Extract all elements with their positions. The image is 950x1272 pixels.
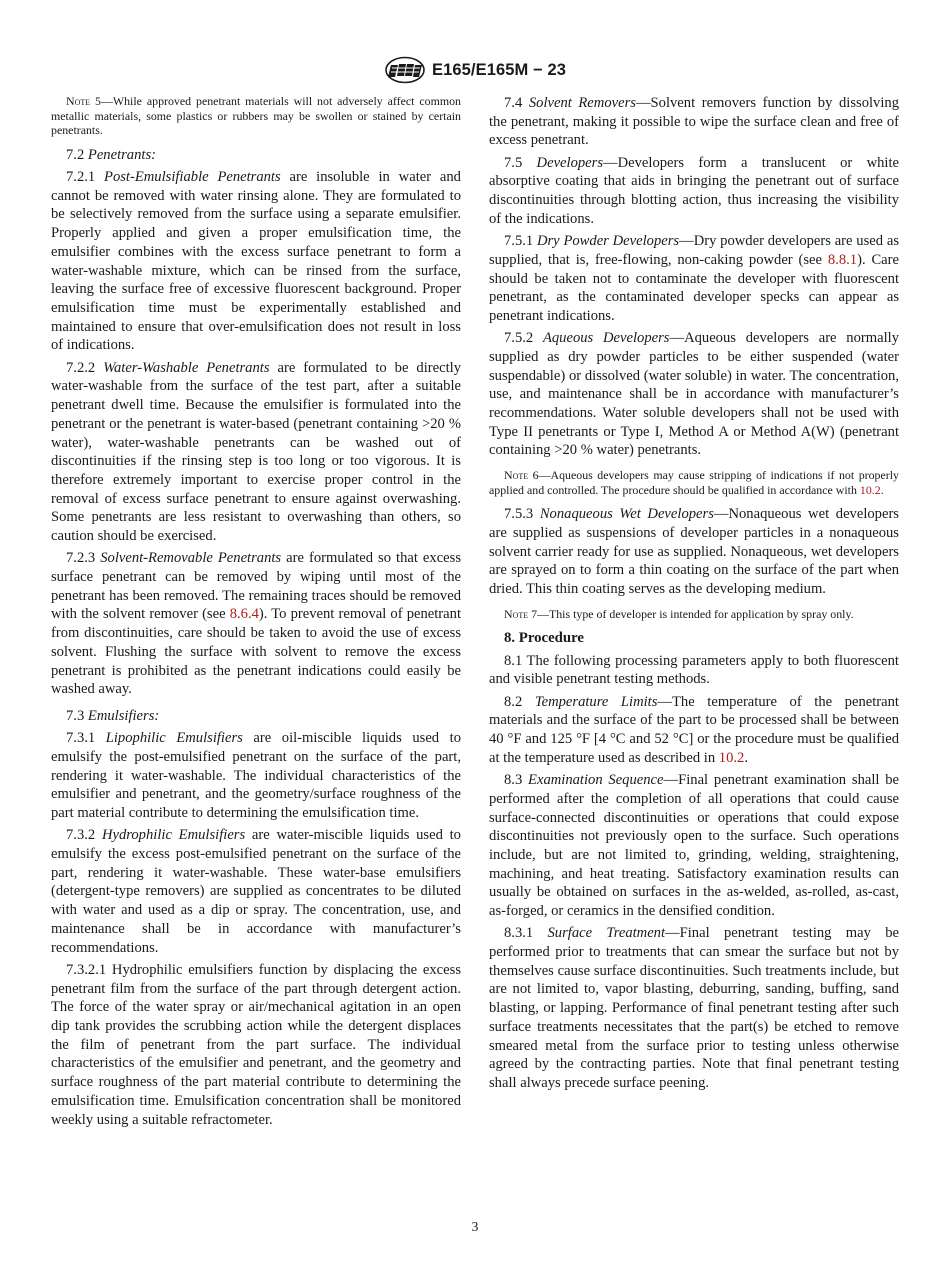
- section-text: are oil-miscible liquids used to emulsify the post-emulsified penetrant on the surface of the part, rendering it water-washable. The individual characteristics of the emulsifier and penetrant, and the geometry/surface roughness of the part material contribute to determining the emulsification time.: [51, 730, 462, 822]
- section-7-3-2: [51, 826, 461, 957]
- section-text: —Nonaqueous wet developers are supplied as suspensions of developer particles in a nonaqueous solvent carrier ready for use as supplied. Nonaqueous, wet developers are sprayed on to form a thin coating on the surface of the part when dried. This thin coating serves as the developing medium.: [489, 506, 899, 598]
- cross-reference-link[interactable]: 10.2: [859, 482, 881, 497]
- note-label: Note 5: [66, 94, 101, 108]
- section-7-2-2: [51, 359, 461, 546]
- section-number: 7.5.3: [504, 506, 534, 523]
- section-term: Aqueous Developers: [542, 330, 670, 347]
- section-number: 7.5.1: [504, 233, 534, 250]
- cross-reference-link[interactable]: 10.2: [718, 749, 745, 766]
- section-number: 7.2.3: [66, 550, 96, 567]
- section-term: Lipophilic Emulsifiers: [105, 730, 243, 747]
- section-7-5-1: [489, 232, 899, 326]
- section-text: .: [744, 749, 748, 766]
- section-heading-procedure: 8. Procedure: [504, 630, 584, 647]
- section-number: 8.2: [504, 693, 523, 710]
- section-term: Developers: [536, 154, 604, 171]
- page-number: 3: [471, 1219, 479, 1234]
- section-text: are formulated to be directly water-washable from the surface of the test part, after a suitable penetrant dwell time. Because the emulsifier is formulated into the penetrant or the penetrant is water-based (penetrant containing >20 % water), water-washable penetrants can be washed out of discontinuities if the rinsing step is too long or too vigorous. It is therefore extremely important to exercise proper control in the removal of excess surface penetrant to ensure against overwashing. Some penetrants are less resistant to overwashing than others, so caution should be exercised.: [51, 359, 462, 545]
- section-number: 7.3: [66, 707, 85, 724]
- section-number: 7.2.1: [66, 169, 96, 186]
- section-8-2: [489, 693, 899, 768]
- section-term: Post-Emulsifiable Penetrants: [104, 169, 281, 186]
- note-6: [489, 468, 899, 497]
- document-designation: E165/E165M − 23: [431, 60, 567, 79]
- section-7-2-3: [51, 549, 461, 699]
- section-number: 7.3.2: [66, 827, 96, 844]
- page-header: [0, 56, 950, 84]
- section-8-3-1: [489, 924, 899, 1092]
- right-column: [489, 94, 899, 1096]
- section-text: —Dry powder developers are used as supplied, that is, free-flowing, non-caking powder (see: [489, 233, 899, 268]
- section-text: ). Care should be taken not to contaminate the developer with fluorescent penetrant, as the contaminated developer specks can appear as penetrant indications.: [489, 251, 899, 324]
- section-8-3: [489, 771, 899, 921]
- section-text: are water-miscible liquids used to emulsify the excess post-emulsified penetrant on the surface of the part, rendering it water-washable. These water-base emulsifiers (detergent-type removers) are supplied as concentrates to be diluted with water and used as a dip or spray. The concentration, use, and maintenance shall be in accordance with manufacturer’s recommendations.: [51, 827, 461, 956]
- section-number: 7.3.1: [66, 730, 96, 747]
- section-7-2-1: [51, 168, 461, 355]
- section-term: Nonaqueous Wet Developers: [539, 506, 714, 523]
- left-column: [51, 94, 461, 1133]
- section-term: Solvent Removers: [528, 95, 636, 111]
- section-term: Examination Sequence: [528, 772, 664, 789]
- section-number: 8.3.1: [504, 925, 534, 942]
- section-term: Dry Powder Developers: [536, 233, 680, 250]
- section-term: Hydrophilic Emulsifiers: [101, 827, 246, 844]
- note-label: Note 7: [504, 606, 538, 621]
- cross-reference-link[interactable]: 8.8.1: [827, 251, 858, 268]
- section-text: —Final penetrant testing may be performed prior to treatments that can smear the surface but not by themselves cause surface discontinuities. Such treatments include, but are not limited to, vapor blasting, deburring, sanding, buffing, sand blasting, or lapping. Performance of final penetrant testing after such surface treatments necessitates that the part(s) be etched to remove smeared metal from the surface prior to testing unless otherwise agreed by the contracting parties. Note that final penetrant testing shall always precede surface peening.: [489, 925, 899, 1091]
- section-8-1: 8.1 The following processing parameters apply to both fluorescent and visible penetrant testing methods.: [489, 652, 899, 688]
- section-term: Surface Treatment: [547, 925, 666, 942]
- note-label: Note 6: [504, 468, 539, 483]
- section-term: Solvent-Removable Penetrants: [100, 550, 282, 567]
- section-number: 8.3: [504, 772, 523, 789]
- section-7-3: [51, 707, 461, 726]
- section-text: —Solvent removers function by dissolving the penetrant, making it possible to wipe the surface clean and free of excess penetrant.: [489, 95, 899, 149]
- section-number: 7.5.2: [504, 330, 534, 347]
- note-text: —While approved penetrant materials will not adversely affect common metallic materials, some plastics or rubbers may be swollen or stained by certain penetrants.: [51, 94, 461, 138]
- section-text: —Aqueous developers are normally supplied as dry powder particles to be either suspended (water suspendable) or dissolved (water soluble) in water. The concentration, use, and maintenance shall be in accordance with manufacturer’s recommendations. Water soluble developers shall not be used with Type II penetrants or Type I, Method A or Method A(W) (penetrant containing >20 % water) penetrants.: [489, 330, 899, 459]
- section-title: Penetrants:: [87, 146, 156, 163]
- section-text: —Final penetrant examination shall be performed after the completion of all operations that could cause surface-connected discontinuities or operations that could expose discontinuities not previously open to the surface. Such operations include, but are not limited to, grinding, welding, straightening, machining, and heat treating. Satisfactory examination results can usually be obtained on surfaces in the as-welded, as-rolled, as-cast, as-forged, or ceramics in the densified condition.: [489, 772, 900, 920]
- section-number: 7.2.2: [66, 359, 96, 376]
- section-text: ). To prevent removal of penetrant from discontinuities, care should be taken to avoid the use of excess solvent. Flushing the surface with solvent to remove the excess penetrant is prohibited as the penetrant indications could easily be washed away.: [51, 606, 461, 698]
- section-term: Temperature Limits: [534, 693, 658, 710]
- cross-reference-link[interactable]: 8.6.4: [229, 606, 259, 623]
- section-text: are insoluble in water and cannot be removed with water rinsing alone. They are formulated to be selectively removed from the surface using a separate emulsifier. Properly applied and given a proper emulsification time, the emulsifier combines with the excess surface penetrant to form a water-washable mixture, which can be rinsed from the surface, leaving the surface free of excessive fluorescent background. Proper emulsification time must be experimentally established and maintained to ensure that over-emulsification does not result in loss of indications.: [51, 169, 461, 354]
- section-number: 7.4: [504, 95, 523, 111]
- section-title: Emulsifiers:: [87, 707, 160, 724]
- note-text: —Aqueous developers may cause stripping of indications if not properly applied and controlled. The procedure should be qualified in accordance with: [489, 468, 899, 497]
- section-7-5-3: [489, 505, 899, 599]
- note-5: [51, 94, 461, 138]
- section-text: are formulated so that excess surface penetrant can be removed by wiping until most of the penetrant has been removed. The remaining traces should be removed with the solvent remover (see: [51, 550, 462, 623]
- section-number: 7.2: [66, 146, 85, 163]
- note-text: .: [880, 482, 884, 497]
- section-7-2: [51, 146, 461, 165]
- section-text: —Developers form a translucent or white absorptive coating that aids in bringing the penetrant out of surface discontinuities through blotting action, thus increasing the visibility of the indications.: [489, 154, 899, 227]
- section-7-3-1: [51, 729, 461, 823]
- section-7-3-2-1: 7.3.2.1 Hydrophilic emulsifiers function by displacing the excess penetrant film from the surface of the part through detergent action. The force of the water spray or air/mechanical agitation in an open dip tank provides the scrubbing action while the detergent displaces the film of penetrant from the part surface. The individual characteristics of the emulsifier and penetrant, and the geometry and surface roughness of the part material contribute to determining the emulsification time. Emulsification concentration shall be monitored weekly using a suitable refractometer.: [51, 961, 461, 1128]
- section-7-5: [489, 154, 899, 229]
- astm-logo-icon: [384, 56, 426, 84]
- section-7-5-2: [489, 329, 899, 460]
- section-term: Water-Washable Penetrants: [103, 359, 270, 376]
- section-text: —The temperature of the penetrant materials and the surface of the part to be processed shall be between 40 °F and 125 °F [4 °C and 52 °C] or the procedure must be qualified at the temperature used as described in: [489, 693, 899, 766]
- note-7: [489, 607, 899, 622]
- note-text: —This type of developer is intended for application by spray only.: [537, 606, 854, 621]
- section-number: 7.5: [504, 154, 523, 171]
- section-7-4: [489, 94, 899, 150]
